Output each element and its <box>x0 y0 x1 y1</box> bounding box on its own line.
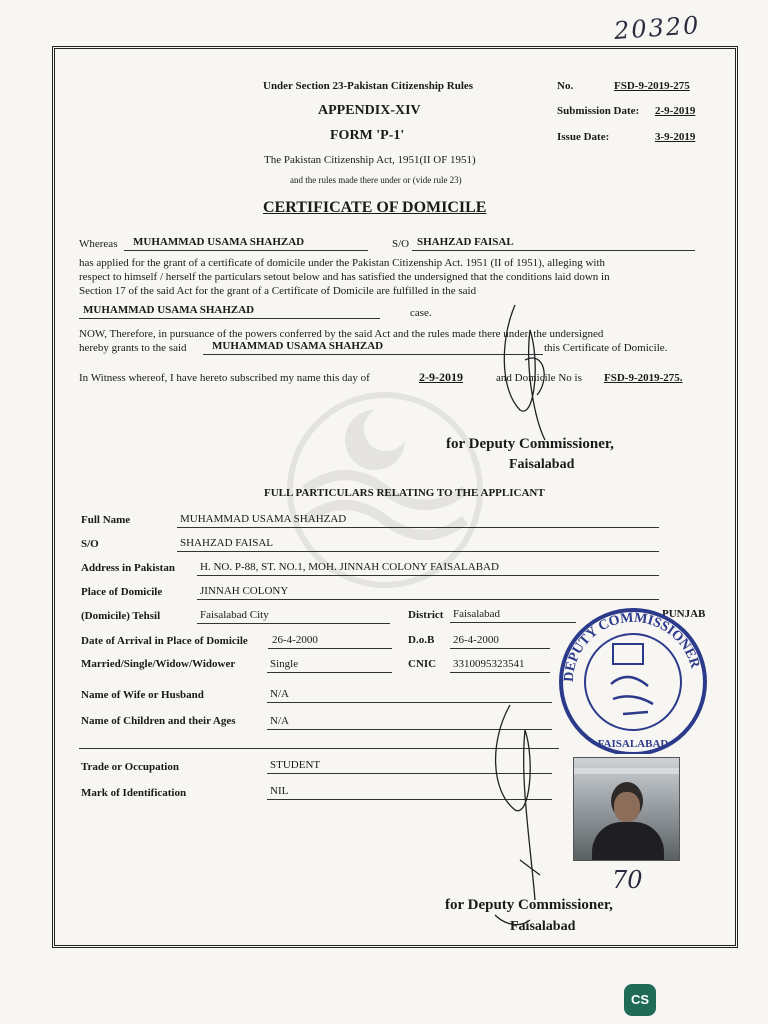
header-section: Under Section 23-Pakistan Citizenship Rules <box>263 80 474 92</box>
province-value: PUNJAB <box>662 608 706 620</box>
so-label: S/O <box>392 238 410 250</box>
tehsil-value: Faisalabad City <box>200 609 269 621</box>
address-value: H. NO. P-88, ST. NO.1, MOH. JINNAH COLONY FAISALABAD <box>200 561 499 573</box>
header-act: The Pakistan Citizenship Act, 1951(II OF 1951) <box>264 154 476 166</box>
handwritten-70: 70 <box>612 866 643 894</box>
signature-bottom-line1: for Deputy Commissioner, <box>445 897 613 913</box>
cnic-value: 3310095323541 <box>453 658 525 670</box>
header-appendix: APPENDIX-XIV <box>318 103 421 118</box>
dob-label: D.o.B <box>408 634 435 646</box>
tehsil-label: (Domicile) Tehsil <box>81 610 161 622</box>
witness-prefix: In Witness whereof, I have hereto subscribed my name this day of <box>79 372 370 384</box>
spouse-label: Name of Wife or Husband <box>81 689 204 701</box>
whereas-label: Whereas <box>79 238 118 250</box>
handwritten-record-number: 20320 <box>613 11 702 45</box>
mark-value: NIL <box>270 785 289 797</box>
cnic-label: CNIC <box>408 658 437 670</box>
particulars-so-label: S/O <box>81 538 99 550</box>
children-value: N/A <box>270 715 289 727</box>
arrival-label: Date of Arrival in Place of Domicile <box>81 635 248 647</box>
deputy-commissioner-stamp-icon <box>553 604 713 754</box>
particulars-heading: FULL PARTICULARS RELATING TO THE APPLICANT <box>264 487 545 499</box>
witness-domicile-no: FSD-9-2019-275. <box>604 372 683 384</box>
marital-label: Married/Single/Widow/Widower <box>81 658 236 670</box>
paragraph-1: has applied for the grant of a certificate of domicile under the Pakistan Citizenship Act. 1951 (II of 1951), alleging with respect to himself / herself the particulars setout below and has satisfied the undersigned that the conditions laid down in Section 17 of the said Act for the grant of a Certificate of Domicile are fulfilled in the said <box>79 257 610 297</box>
svg-text:FAISALABAD: FAISALABAD <box>597 738 669 750</box>
applicant-photo <box>573 757 680 861</box>
so-name: SHAHZAD FAISAL <box>417 236 514 248</box>
witness-mid: and Domicile No is <box>496 372 582 384</box>
case-name: MUHAMMAD USAMA SHAHZAD <box>83 304 255 316</box>
svg-text:DEPUTY COMMISSIONER: DEPUTY COMMISSIONER <box>561 610 703 683</box>
issue-value: 3-9-2019 <box>655 131 696 143</box>
no-value: FSD-9-2019-275 <box>614 80 690 92</box>
paragraph-2-suffix: this Certificate of Domicile. <box>544 342 668 354</box>
district-value: Faisalabad <box>453 608 501 620</box>
marital-value: Single <box>270 658 299 670</box>
mark-label: Mark of Identification <box>81 787 187 799</box>
full-name-value: MUHAMMAD USAMA SHAHZAD <box>180 513 347 525</box>
witness-date: 2-9-2019 <box>419 370 463 384</box>
arrival-value: 26-4-2000 <box>272 634 318 646</box>
address-label: Address in Pakistan <box>81 562 175 574</box>
particulars-so-value: SHAHZAD FAISAL <box>180 537 273 549</box>
signature-bottom-line2: Faisalabad <box>510 919 576 934</box>
camscanner-logo: CS <box>624 984 656 1016</box>
header-rules: and the rules made there under or (vide rule 23) <box>290 175 462 185</box>
no-label: No. <box>557 80 574 92</box>
children-label: Name of Children and their Ages <box>81 715 236 727</box>
place-label: Place of Domicile <box>81 586 163 598</box>
trade-value: STUDENT <box>270 759 321 771</box>
full-name-label: Full Name <box>81 514 131 526</box>
paragraph-2-line1: NOW, Therefore, in pursuance of the powers conferred by the said Act and the rules made there under, the undersigned <box>79 328 604 340</box>
signature-top-scribble-icon <box>495 300 565 450</box>
case-label: case. <box>410 307 432 319</box>
signature-top-line1: for Deputy Commissioner, <box>446 436 614 452</box>
certificate-title: CERTIFICATE OF DOMICILE <box>263 199 487 216</box>
paragraph-2-name: MUHAMMAD USAMA SHAHZAD <box>212 340 384 352</box>
place-value: JINNAH COLONY <box>200 585 289 597</box>
dob-value: 26-4-2000 <box>453 634 499 646</box>
trade-label: Trade or Occupation <box>81 761 179 773</box>
submission-label: Submission Date: <box>557 105 640 117</box>
signature-top-line2: Faisalabad <box>509 457 575 472</box>
header-form: FORM 'P-1' <box>330 128 405 143</box>
spouse-value: N/A <box>270 688 289 700</box>
paragraph-2-prefix: hereby grants to the said <box>79 342 187 354</box>
district-label: District <box>408 609 444 621</box>
issue-label: Issue Date: <box>557 131 610 143</box>
submission-value: 2-9-2019 <box>655 105 696 117</box>
whereas-name: MUHAMMAD USAMA SHAHZAD <box>133 236 305 248</box>
